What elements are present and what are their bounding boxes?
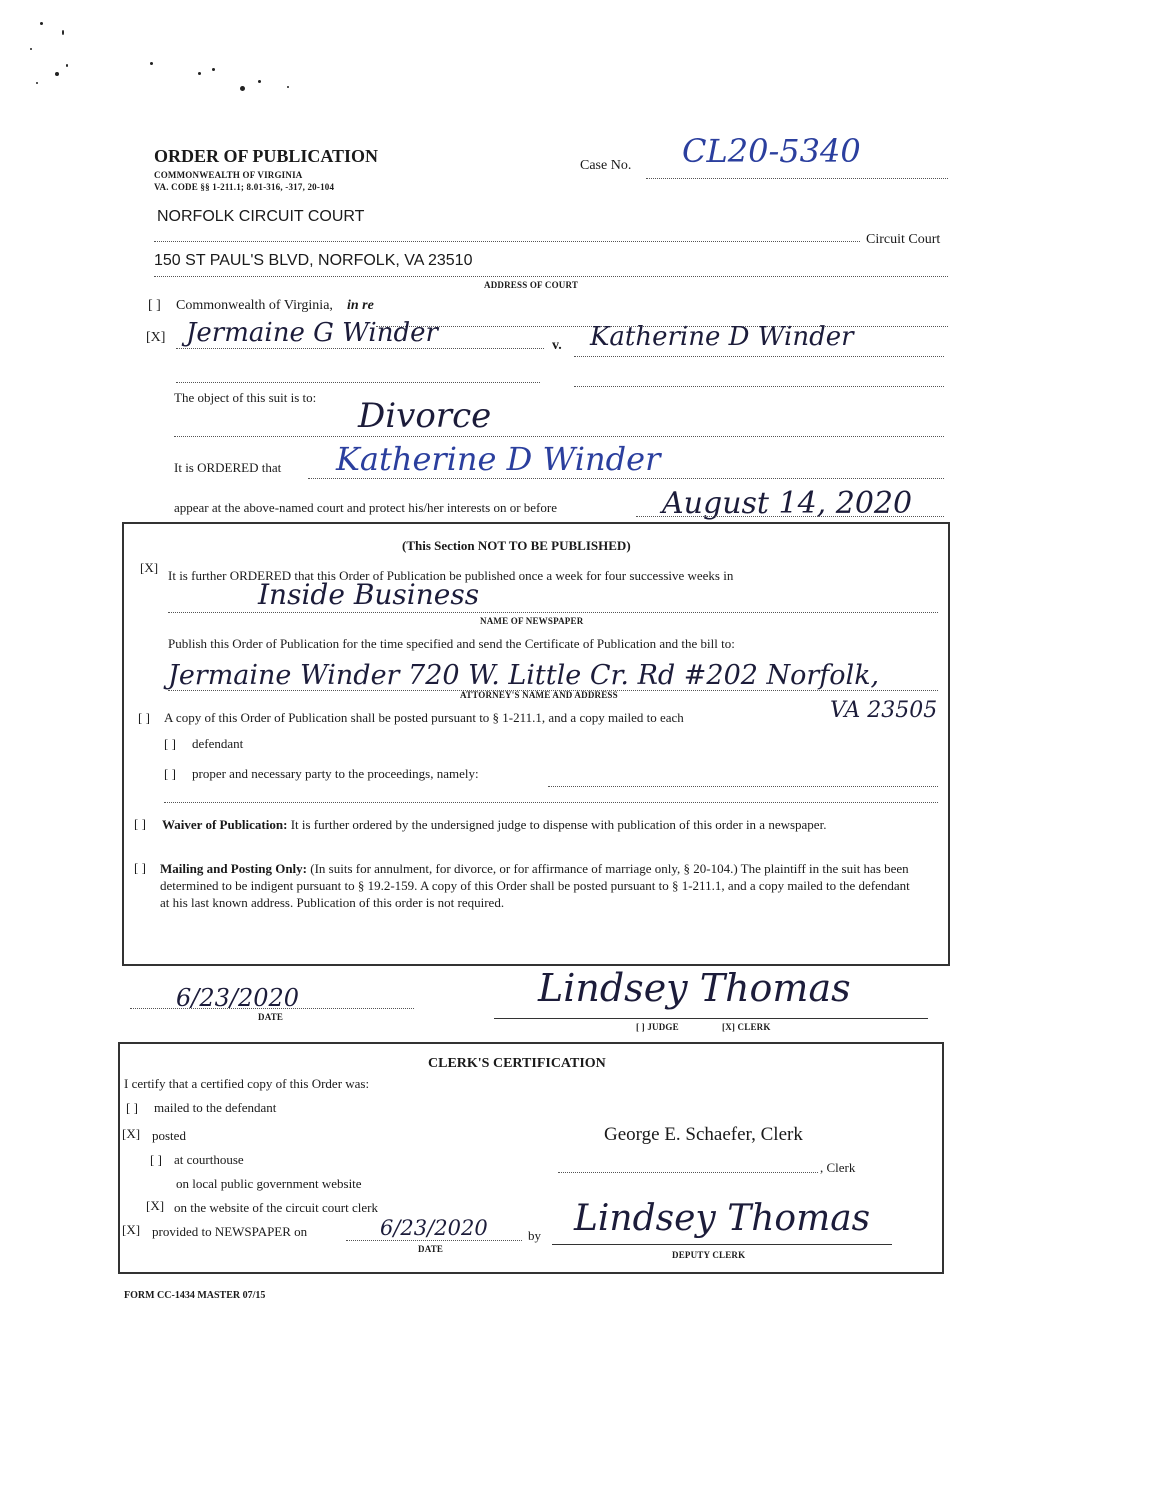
court-name-line (154, 241, 860, 242)
clerk-checkbox[interactable]: [X] (722, 1022, 736, 1032)
mailed-label: mailed to the defendant (154, 1100, 277, 1115)
waiver-block (162, 816, 922, 833)
form-code: VA. CODE §§ 1-211.1; 8.01-316, -317, 20-104 (154, 182, 335, 192)
defendant-line-2 (574, 386, 944, 387)
defendant-name[interactable]: Katherine D Winder (590, 322, 854, 352)
newspaper-caption: NAME OF NEWSPAPER (480, 616, 584, 626)
newspaper-line (168, 612, 938, 613)
defendant-checkbox[interactable]: [ ] (164, 736, 176, 751)
clerk-cert-heading: CLERK'S CERTIFICATION (428, 1056, 606, 1071)
clerk-suffix: , Clerk (820, 1160, 856, 1175)
newspaper-cert-label: provided to NEWSPAPER on (152, 1224, 308, 1239)
proper-party-label: proper and necessary party to the proceedings, namely: (192, 766, 479, 781)
court-address[interactable]: 150 ST PAUL'S BLVD, NORFOLK, VA 23510 (154, 252, 473, 269)
waiver-title: Waiver of Publication: (162, 817, 288, 832)
plaintiff-name[interactable]: Jermaine G Winder (186, 318, 438, 348)
newspaper-cert-date-caption: DATE (418, 1244, 444, 1254)
commonwealth-checkbox[interactable]: [ ] (148, 298, 161, 313)
clerk-cert-intro: I certify that a certified copy of this Order was: (124, 1076, 370, 1091)
order-date-line (130, 1008, 414, 1009)
case-no-label: Case No. (580, 158, 632, 173)
judge-option (636, 1022, 679, 1032)
appear-line (636, 516, 944, 517)
attorney-address[interactable]: Jermaine Winder 720 W. Little Cr. Rd #202 Norfolk, (168, 660, 880, 691)
court-address-line (154, 276, 948, 277)
attorney-address-line2[interactable]: VA 23505 (830, 698, 938, 723)
deputy-signature-line (552, 1244, 892, 1245)
case-no-line (646, 178, 948, 179)
object-label: The object of this suit is to: (174, 390, 317, 405)
section-heading: (This Section NOT TO BE PUBLISHED) (402, 538, 631, 553)
deputy-caption: DEPUTY CLERK (672, 1250, 746, 1260)
proper-party-line (548, 786, 938, 787)
posted-cert-label: posted (152, 1128, 186, 1143)
order-date[interactable]: 6/23/2020 (176, 984, 300, 1012)
object-line (174, 436, 944, 437)
waiver-text: It is further ordered by the undersigned judge to dispense with publication of this order in a newspaper. (290, 817, 827, 832)
courthouse-checkbox[interactable]: [ ] (150, 1152, 162, 1167)
mailed-checkbox[interactable]: [ ] (126, 1100, 138, 1115)
defendant-line (574, 356, 944, 357)
clerk-label: CLERK (737, 1022, 771, 1032)
address-caption: ADDRESS OF COURT (484, 280, 579, 290)
judge-label: JUDGE (647, 1022, 679, 1032)
appear-label: appear at the above-named court and protect his/her interests on or before (174, 500, 557, 515)
newspaper-cert-checkbox[interactable]: [X] (122, 1222, 141, 1237)
ordered-label: It is ORDERED that (174, 460, 282, 475)
form-number: FORM CC-1434 MASTER 07/15 (124, 1290, 266, 1301)
clerk-option (722, 1022, 771, 1032)
local-website-label: on local public government website (176, 1176, 362, 1191)
court-name[interactable]: NORFOLK CIRCUIT COURT (157, 208, 365, 225)
case-no-value[interactable]: CL20-5340 (682, 132, 861, 170)
proper-party-line-2 (164, 802, 938, 803)
deputy-signature[interactable]: Lindsey Thomas (574, 1198, 871, 1239)
mailing-block (160, 860, 918, 911)
form-subtitle: COMMONWEALTH OF VIRGINIA (154, 170, 303, 180)
publish-text: Publish this Order of Publication for the time specified and send the Certificate of Publication and the bill to: (168, 636, 735, 651)
order-date-caption: DATE (258, 1012, 284, 1022)
clerk-name: George E. Schaefer, Clerk (604, 1124, 803, 1145)
clerk-signature[interactable]: Lindsey Thomas (538, 966, 851, 1010)
ordered-party[interactable]: Katherine D Winder (336, 440, 661, 478)
form-title: ORDER OF PUBLICATION (154, 146, 379, 166)
plaintiff-line (176, 348, 544, 349)
versus-label: v. (552, 338, 562, 353)
by-label: by (528, 1228, 541, 1243)
further-checkbox[interactable]: [X] (140, 560, 159, 575)
further-text: It is further ORDERED that this Order of Publication be published once a week for four successive weeks in (168, 568, 734, 583)
signature-line (494, 1018, 928, 1019)
commonwealth-label: Commonwealth of Virginia, (176, 298, 333, 313)
ordered-line (308, 478, 944, 479)
object-value[interactable]: Divorce (358, 396, 492, 436)
in-re-label: in re (347, 298, 374, 313)
parties-checkbox[interactable]: [X] (146, 330, 166, 345)
mailing-text: (In suits for annulment, for divorce, or for affirmance of marriage only, § 20-104.) The plaintiff in the suit has been determined to be indigent pursuant to § 19.2-159. A copy of this Order shall be posted pursuant to § 1-211.1, and a copy mailed to the defendant at his last known address. Publication of this order is not required. (160, 861, 910, 910)
newspaper-cert-date[interactable]: 6/23/2020 (380, 1216, 488, 1240)
newspaper-cert-date-line (346, 1240, 522, 1241)
mailing-checkbox[interactable]: [ ] (134, 860, 146, 875)
attorney-caption: ATTORNEY'S NAME AND ADDRESS (460, 690, 618, 700)
website-checkbox[interactable]: [X] (146, 1198, 165, 1213)
website-label: on the website of the circuit court clerk (174, 1200, 378, 1215)
clerk-name-line (558, 1172, 818, 1173)
mailing-title: Mailing and Posting Only: (160, 861, 307, 876)
courthouse-label: at courthouse (174, 1152, 244, 1167)
posted-checkbox[interactable]: [ ] (138, 710, 150, 725)
appear-date[interactable]: August 14, 2020 (662, 486, 913, 521)
court-suffix: Circuit Court (866, 232, 941, 247)
waiver-checkbox[interactable]: [ ] (134, 816, 146, 831)
defendant-label: defendant (192, 736, 244, 751)
posted-text: A copy of this Order of Publication shall be posted pursuant to § 1-211.1, and a copy mailed to each (164, 710, 684, 725)
plaintiff-line-2 (176, 382, 540, 383)
posted-cert-checkbox[interactable]: [X] (122, 1126, 141, 1141)
newspaper-name[interactable]: Inside Business (258, 578, 480, 611)
proper-party-checkbox[interactable]: [ ] (164, 766, 176, 781)
judge-checkbox[interactable]: [ ] (636, 1022, 645, 1032)
